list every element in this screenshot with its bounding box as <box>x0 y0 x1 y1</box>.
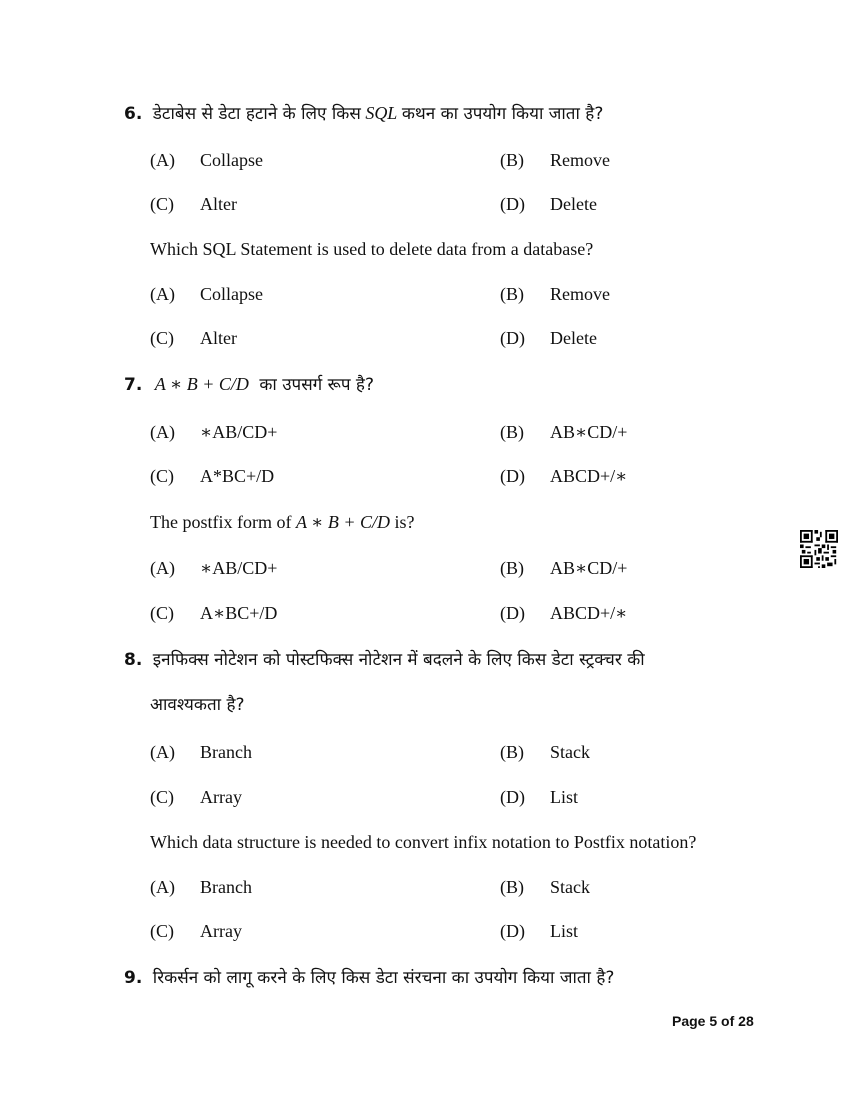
question-math: SQL <box>365 103 398 123</box>
question-8-english: Which data structure is needed to convert infix notation to Postfix notation? <box>150 832 697 852</box>
option-b-text: Stack <box>550 742 590 762</box>
question-7-hindi <box>124 372 374 397</box>
option-b-text: Remove <box>550 284 610 304</box>
page-current: 5 <box>709 1013 718 1029</box>
question-math: A ∗ B + C/D <box>295 512 391 532</box>
option-d-text: ABCD+/∗ <box>550 466 628 486</box>
option-d-text: Delete <box>550 194 597 214</box>
question-6-hindi <box>124 101 603 126</box>
of-word: of <box>721 1013 735 1029</box>
option-c-text: Array <box>200 921 242 941</box>
option-c: (C) <box>150 787 174 807</box>
option-c-text: A*BC+/D <box>200 466 275 486</box>
question-number: 8. <box>124 650 143 670</box>
option-c-text: Alter <box>200 194 237 214</box>
option-b: (B) <box>500 284 524 304</box>
option-a: (A) <box>150 742 175 762</box>
option-c: (C) <box>150 921 174 941</box>
question-8-hindi <box>124 647 645 672</box>
option-a-text: ∗AB/CD+ <box>200 422 278 442</box>
option-c: (C) <box>150 603 174 623</box>
question-8-hindi-line2: आवश्यकता है? <box>150 695 245 715</box>
question-text: डेटाबेस से डेटा हटाने के लिए किस <box>152 104 361 124</box>
option-b-text: Remove <box>550 150 610 170</box>
option-c: (C) <box>150 194 174 214</box>
question-math: A ∗ B + C/D <box>154 374 249 394</box>
option-a-text: ∗AB/CD+ <box>200 558 278 578</box>
option-b-text: Stack <box>550 877 590 897</box>
option-a-text: Branch <box>200 877 252 897</box>
option-d-text: List <box>550 921 579 941</box>
option-c-text: Alter <box>200 328 237 348</box>
question-text: is? <box>394 512 415 532</box>
option-a-text: Collapse <box>200 284 263 304</box>
qr-code-icon <box>800 530 838 568</box>
option-d: (D) <box>500 194 525 214</box>
option-b: (B) <box>500 150 524 170</box>
option-d: (D) <box>500 921 525 941</box>
option-a: (A) <box>150 422 175 442</box>
question-text: इनफिक्स नोटेशन को पोस्टफिक्स नोटेशन में बदलने के लिए किस डेटा स्ट्रक्चर की <box>152 650 645 670</box>
option-a: (A) <box>150 150 175 170</box>
option-c-text: Array <box>200 787 242 807</box>
question-text: कथन का उपयोग किया जाता है? <box>401 104 604 124</box>
question-number: 9. <box>124 968 143 988</box>
question-9-hindi <box>124 965 614 990</box>
option-d-text: List <box>550 787 579 807</box>
page-word: Page <box>672 1013 706 1029</box>
question-6-english: Which SQL Statement is used to delete data from a database? <box>150 239 594 259</box>
page-total: 28 <box>738 1013 754 1029</box>
option-b: (B) <box>500 742 524 762</box>
option-d: (D) <box>500 787 525 807</box>
option-c: (C) <box>150 328 174 348</box>
option-c: (C) <box>150 466 174 486</box>
option-d: (D) <box>500 466 525 486</box>
question-text: The postfix form of <box>150 512 292 532</box>
option-d: (D) <box>500 328 525 348</box>
question-7-english <box>150 510 415 534</box>
question-number: 7. <box>124 375 143 395</box>
option-d-text: Delete <box>550 328 597 348</box>
page-footer <box>672 1013 754 1029</box>
option-a: (A) <box>150 558 175 578</box>
option-d-text: ABCD+/∗ <box>550 603 628 623</box>
option-d: (D) <box>500 603 525 623</box>
option-b: (B) <box>500 558 524 578</box>
question-text: का उपसर्ग रूप है? <box>259 375 374 395</box>
option-b: (B) <box>500 877 524 897</box>
option-b-text: AB∗CD/+ <box>550 422 628 442</box>
question-number: 6. <box>124 104 143 124</box>
option-b: (B) <box>500 422 524 442</box>
question-text: रिकर्सन को लागू करने के लिए किस डेटा संरचना का उपयोग किया जाता है? <box>152 968 615 988</box>
option-b-text: AB∗CD/+ <box>550 558 628 578</box>
option-a-text: Branch <box>200 742 252 762</box>
option-c-text: A∗BC+/D <box>200 603 278 623</box>
option-a-text: Collapse <box>200 150 263 170</box>
option-a: (A) <box>150 877 175 897</box>
option-a: (A) <box>150 284 175 304</box>
